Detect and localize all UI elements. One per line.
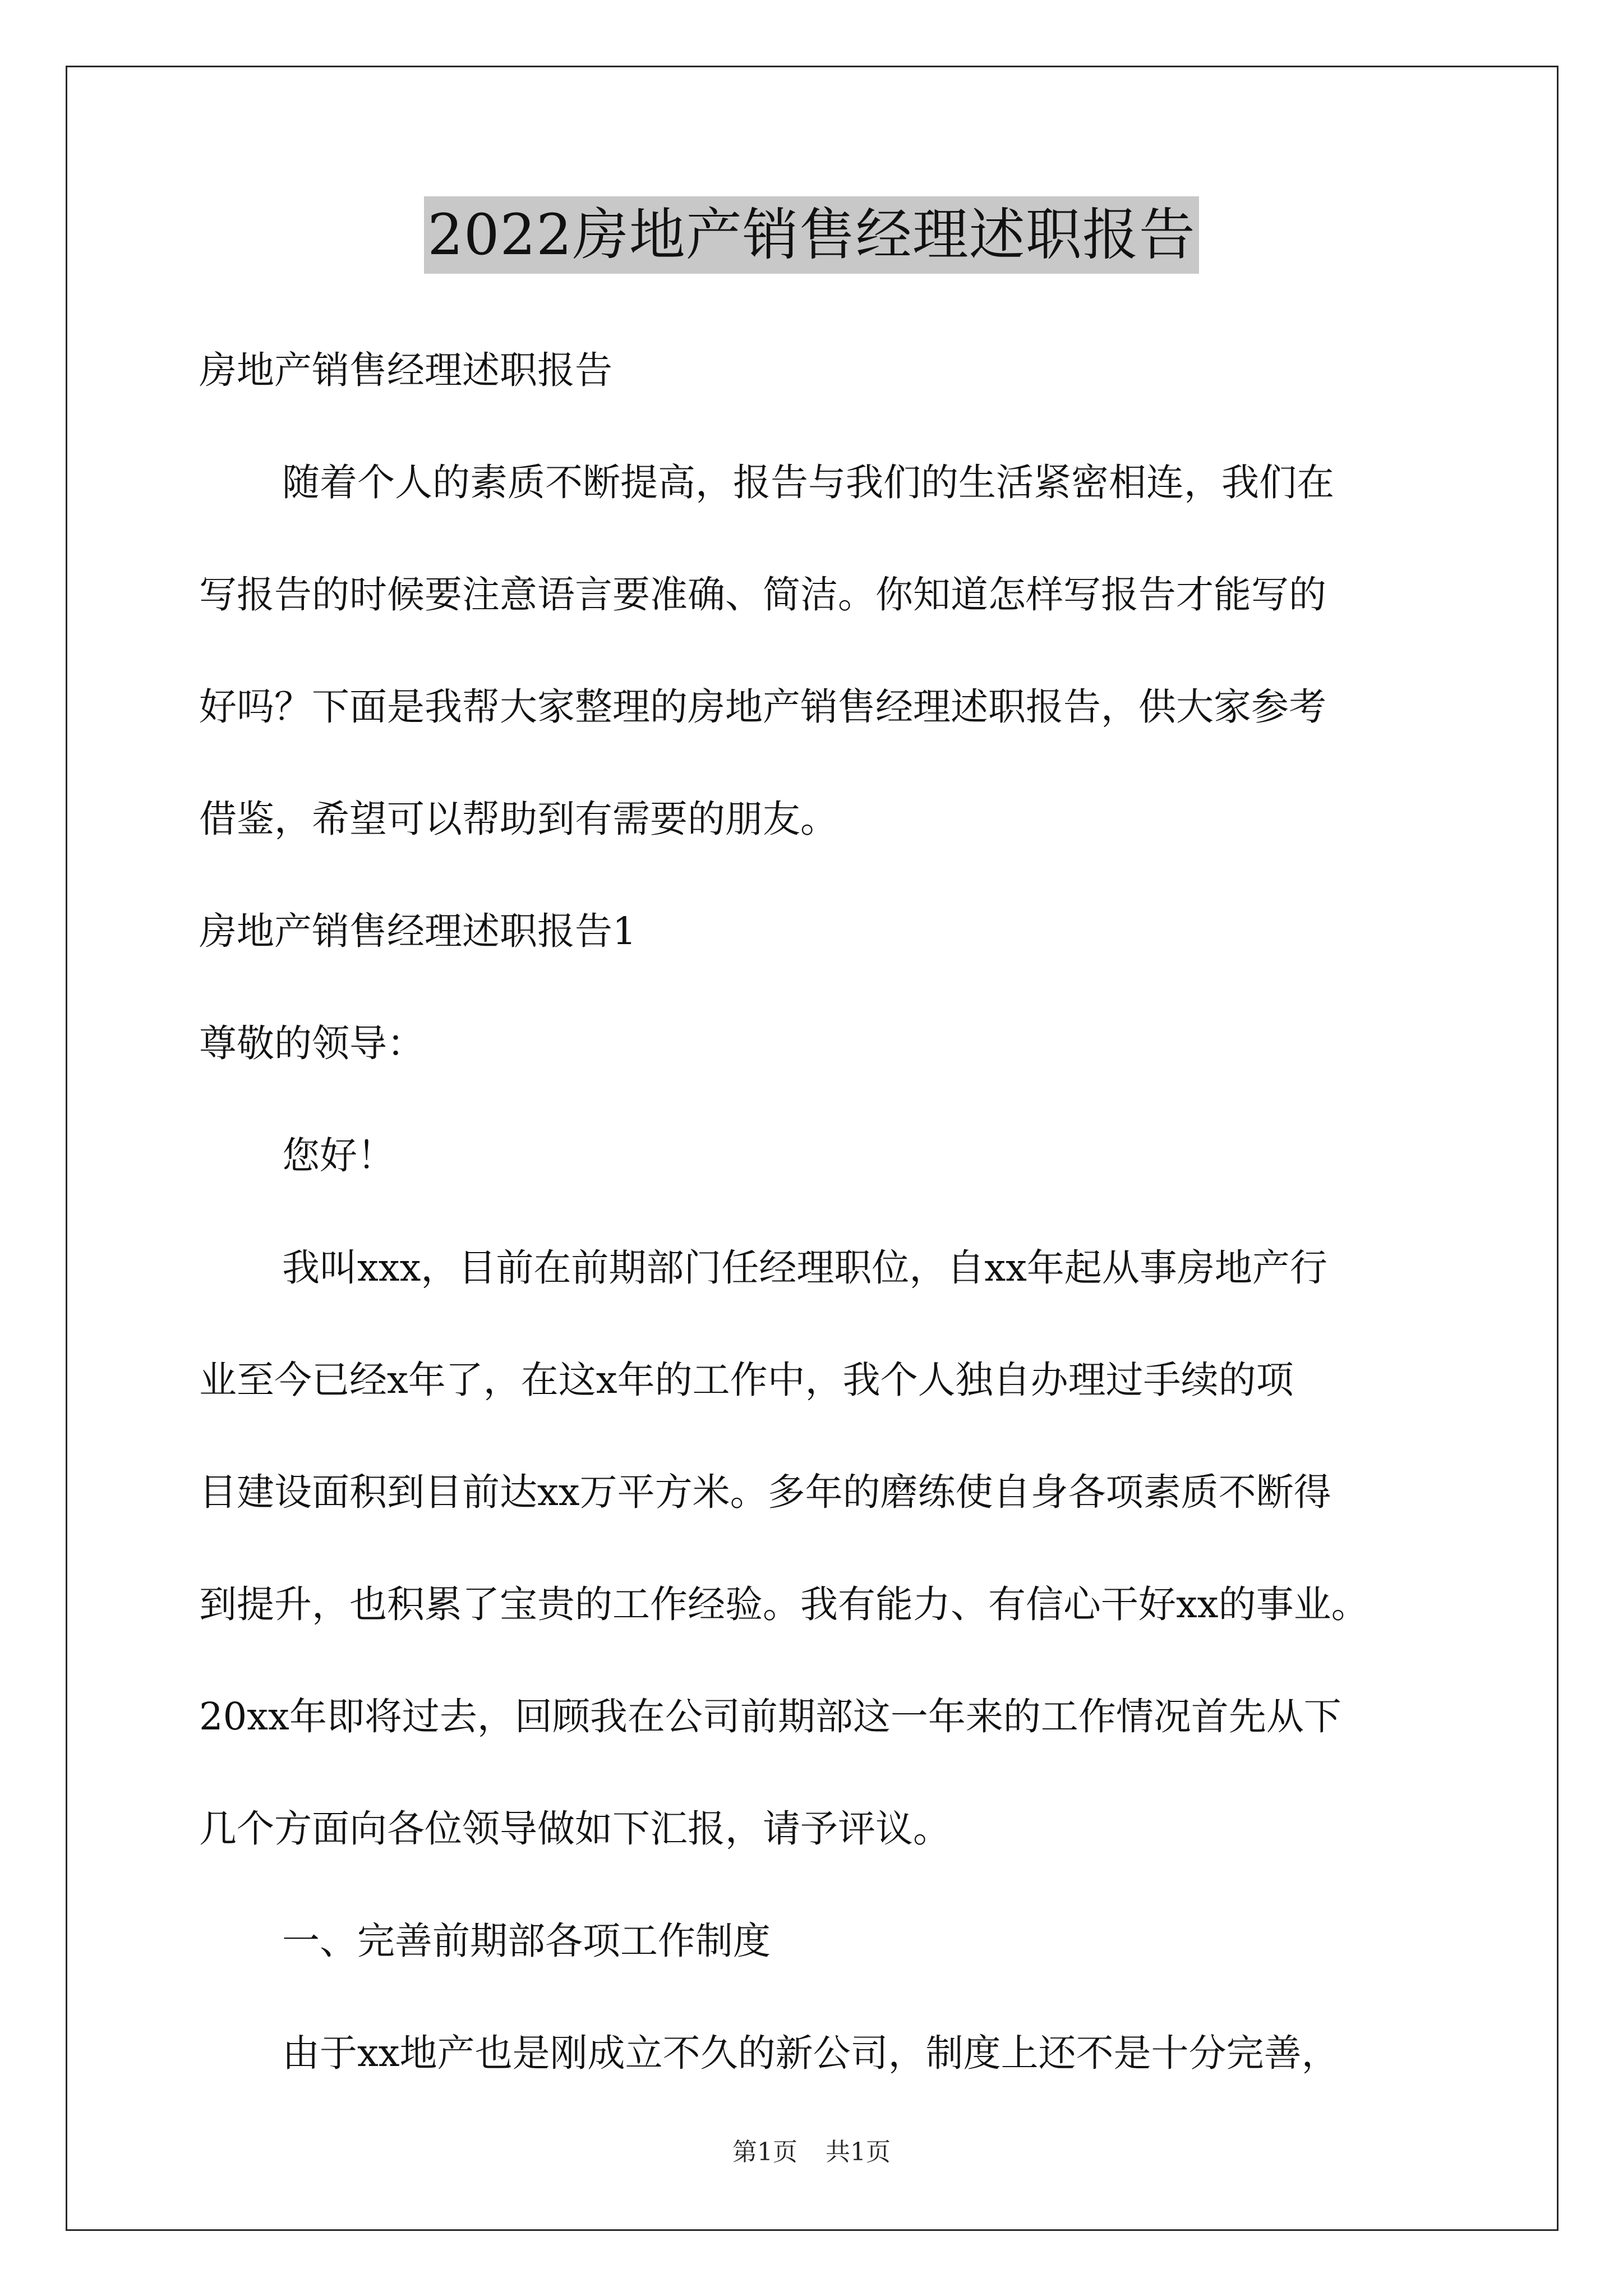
body-line: 借鉴，希望可以帮助到有需要的朋友。 <box>199 797 838 841</box>
body-line: 随着个人的素质不断提高，报告与我们的生活紧密相连，我们在 <box>282 461 1334 504</box>
page-number-current: 第1页 <box>732 2138 797 2166</box>
body-line: 目建设面积到目前达xx万平方米。多年的磨练使自身各项素质不断得 <box>199 1470 1331 1514</box>
body-line: 几个方面向各位领导做如下汇报，请予评议。 <box>199 1807 951 1851</box>
page-number-total: 共1页 <box>826 2138 891 2166</box>
document-body <box>199 314 1433 2109</box>
body-line: 房地产销售经理述职报告 <box>199 348 612 392</box>
body-line: 由于xx地产也是刚成立不久的新公司，制度上还不是十分完善， <box>282 2031 1339 2075</box>
greeting: 您好！ <box>282 1134 395 1177</box>
document-title: 2022房地产销售经理述职报告 <box>424 196 1199 274</box>
subsection-heading: 一、完善前期部各项工作制度 <box>282 1919 771 1963</box>
section-heading: 房地产销售经理述职报告1 <box>199 909 637 953</box>
body-line: 业至今已经x年了，在这x年的工作中，我个人独自办理过手续的项 <box>199 1358 1294 1402</box>
page-footer <box>0 2132 1623 2168</box>
body-line: 写报告的时候要注意语言要准确、简洁。你知道怎样写报告才能写的 <box>199 573 1326 616</box>
body-line: 到提升，也积累了宝贵的工作经验。我有能力、有信心干好xx的事业。 <box>199 1582 1369 1626</box>
body-line: 好吗？下面是我帮大家整理的房地产销售经理述职报告，供大家参考 <box>199 685 1326 729</box>
salutation: 尊敬的领导： <box>199 1022 425 1065</box>
body-line: 我叫xxx，目前在前期部门任经理职位，自xx年起从事房地产行 <box>282 1246 1327 1290</box>
title-wrap <box>0 196 1623 274</box>
body-line: 20xx年即将过去，回顾我在公司前期部这一年来的工作情况首先从下 <box>199 1695 1341 1738</box>
